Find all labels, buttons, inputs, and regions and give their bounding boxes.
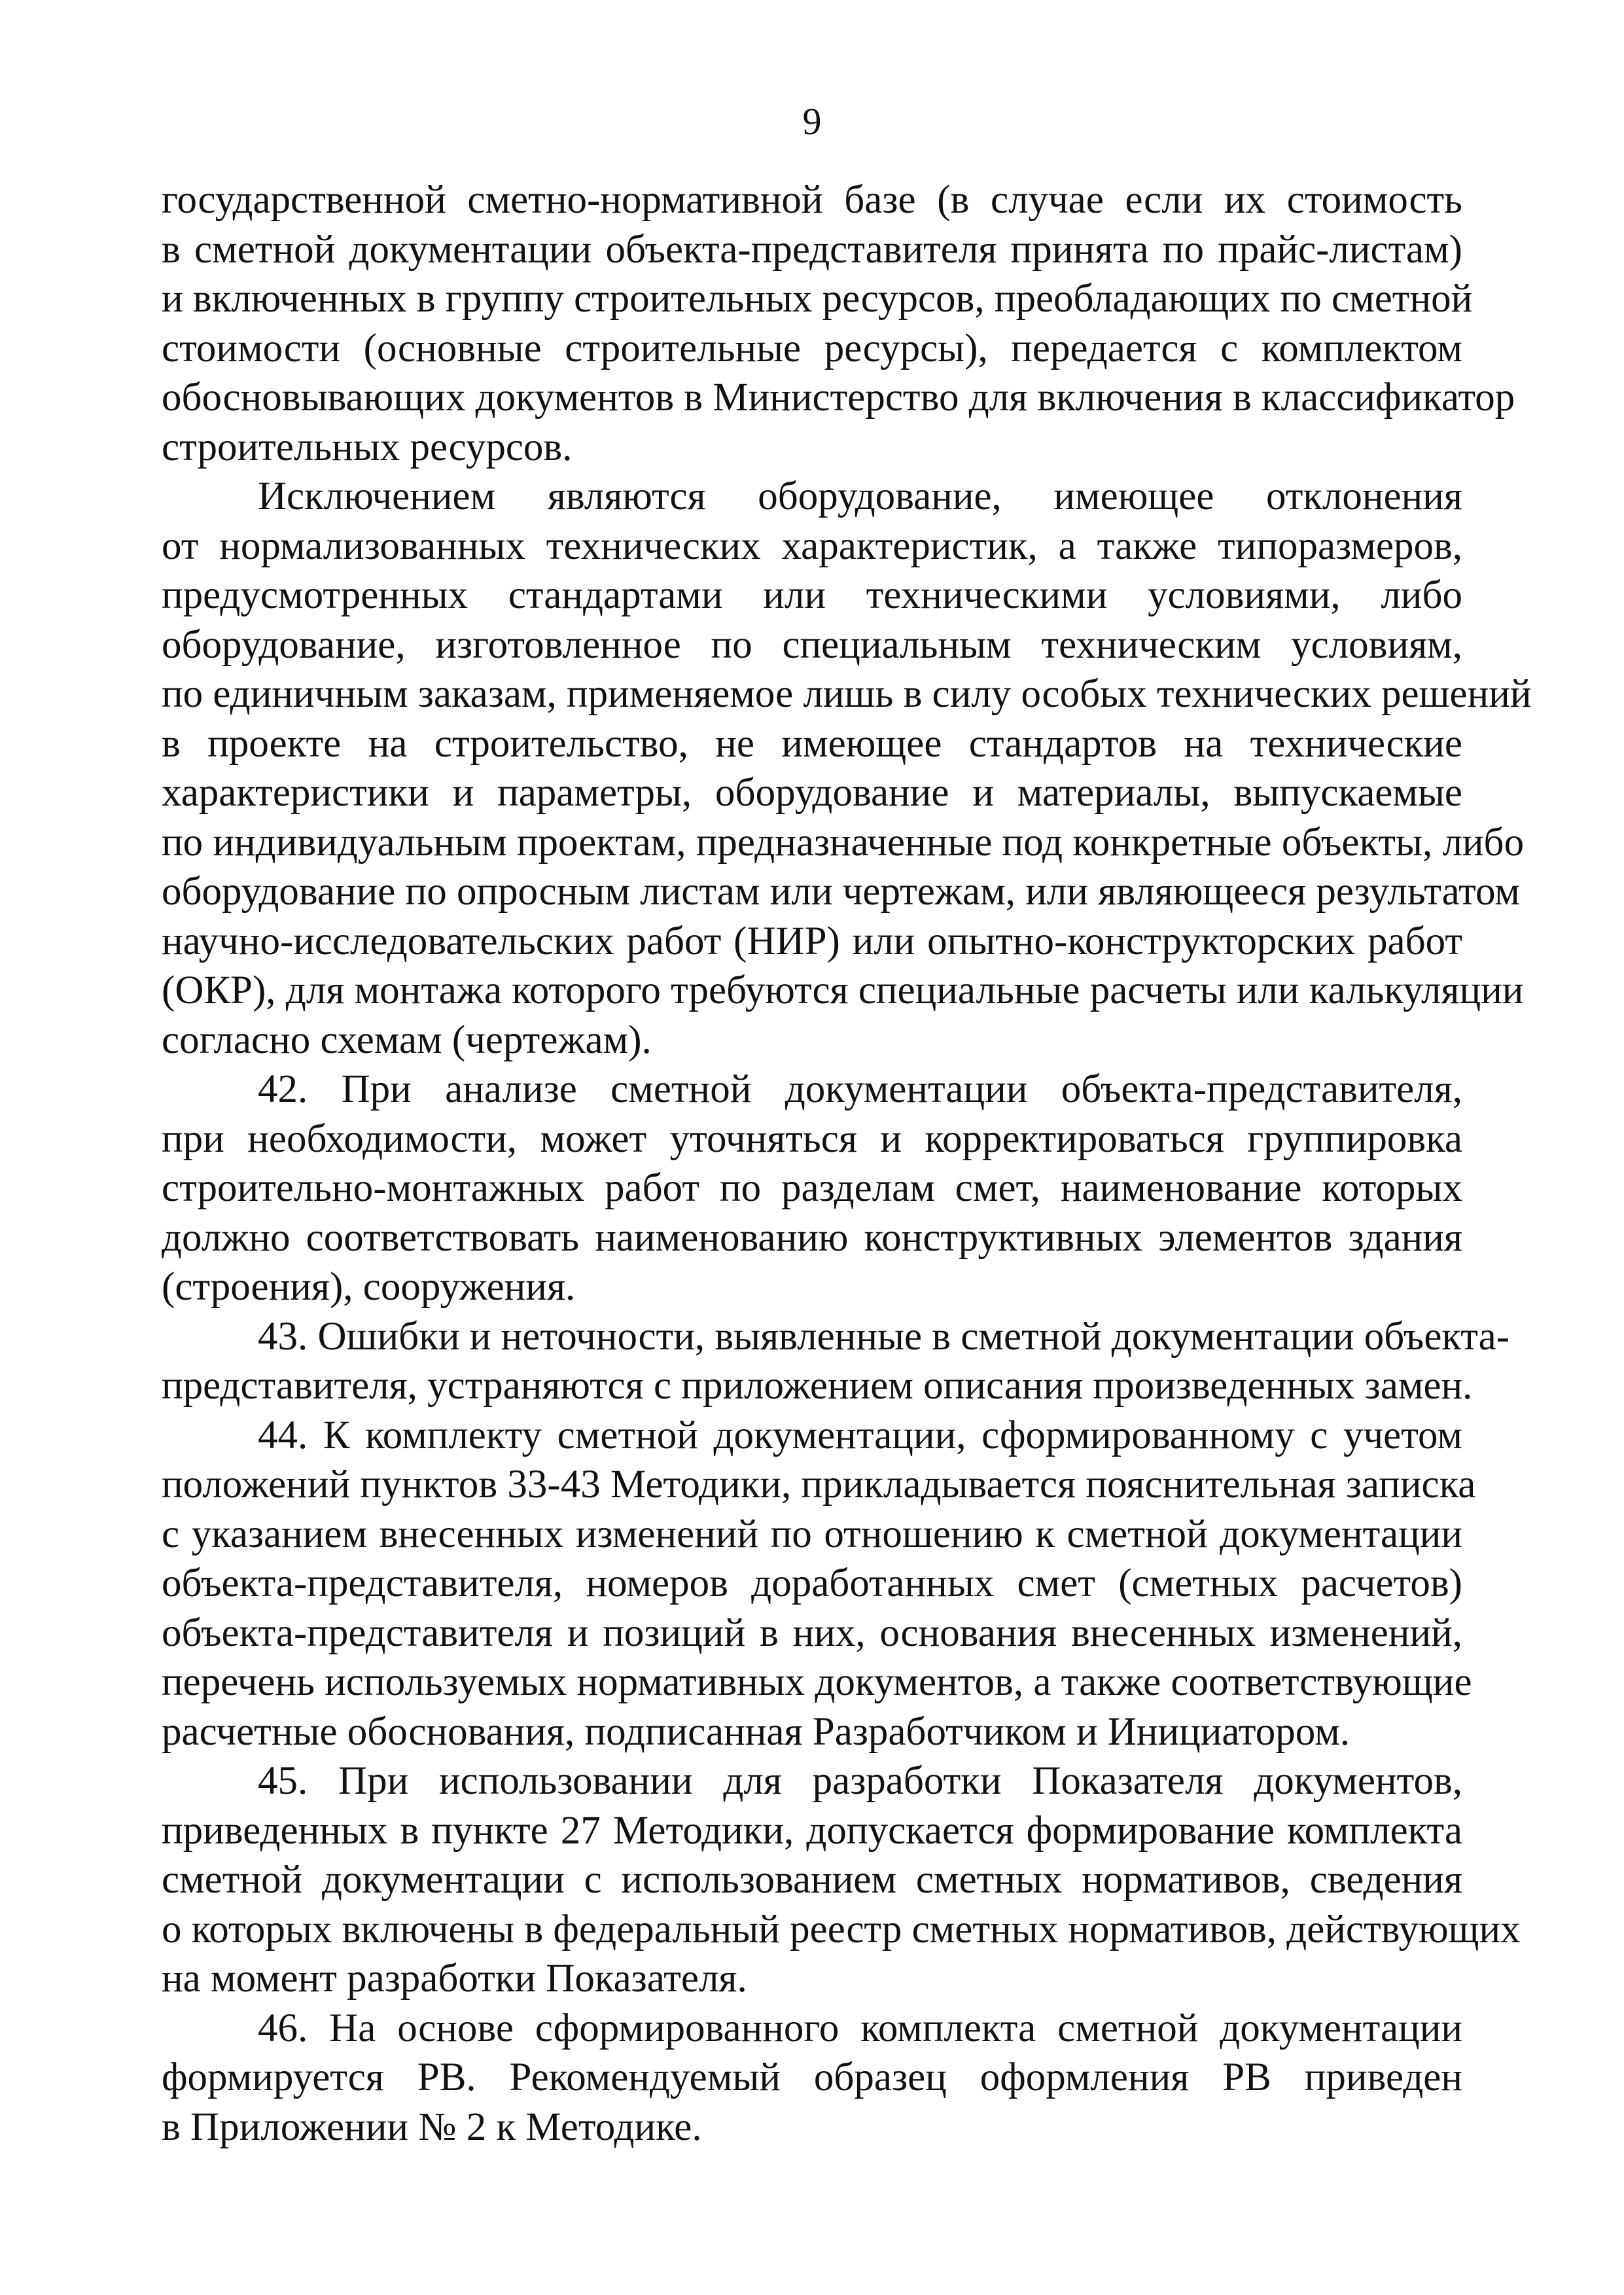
document-body — [162, 175, 1532, 2152]
text-line: о которых включены в федеральный реестр сметных нормативов, действующих — [162, 1907, 1521, 1951]
text-line: при необходимости, может уточняться и корректироваться группировка — [162, 1116, 1462, 1161]
text-line: стоимости (основные строительные ресурсы), передается с комплектом — [162, 326, 1462, 370]
text-line: положений пунктов 33-43 Методики, прикладывается пояснительная записка — [162, 1463, 1476, 1506]
text-line: согласно схемам (чертежам). — [162, 1018, 652, 1062]
text-line: формируется РВ. Рекомендуемый образец оформления РВ приведен — [162, 2055, 1462, 2099]
text-line: 43. Ошибки и неточности, выявленные в сметной документации объекта- — [258, 1314, 1510, 1359]
text-line: (ОКР), для монтажа которого требуются специальные расчеты или калькуляции — [162, 969, 1524, 1012]
text-line: (строения), сооружения. — [162, 1265, 576, 1309]
text-line: сметной документации с использованием сметных нормативов, сведения — [162, 1858, 1462, 1902]
text-line: по единичным заказам, применяемое лишь в силу особых технических решений — [162, 672, 1532, 716]
text-line: от нормализованных технических характеристик, а также типоразмеров, — [162, 524, 1462, 568]
text-line: в Приложении № 2 к Методике. — [162, 2105, 702, 2149]
text-line: 45. При использовании для разработки Показателя документов, — [258, 1759, 1462, 1803]
text-line: приведенных в пункте 27 Методики, допускается формирование комплекта — [162, 1808, 1462, 1853]
text-line: оборудование по опросным листам или чертежам, или являющееся результатом — [162, 870, 1520, 914]
text-line: научно-исследовательских работ (НИР) или опытно-конструкторских работ — [162, 919, 1462, 963]
text-line: 44. К комплекту сметной документации, сформированному с учетом — [258, 1413, 1462, 1457]
text-line: в сметной документации объекта-представителя принята по прайс-листам) — [162, 227, 1462, 272]
page-number: 9 — [802, 100, 822, 143]
text-line: предусмотренных стандартами или техническими условиями, либо — [162, 573, 1462, 617]
text-line: 42. При анализе сметной документации объекта-представителя, — [258, 1067, 1462, 1111]
text-line: характеристики и параметры, оборудование и материалы, выпускаемые — [162, 771, 1462, 815]
text-line: 46. На основе сформированного комплекта сметной документации — [258, 2006, 1462, 2050]
text-line: и включенных в группу строительных ресурсов, преобладающих по сметной — [162, 277, 1473, 321]
text-line: с указанием внесенных изменений по отношению к сметной документации — [162, 1512, 1462, 1556]
text-line: обосновывающих документов в Министерство для включения в классификатор — [162, 376, 1515, 419]
text-line: Исключением являются оборудование, имеющее отклонения — [258, 474, 1462, 518]
text-line: по индивидуальным проектам, предназначенные под конкретные объекты, либо — [162, 820, 1525, 864]
text-line: оборудование, изготовленное по специальным техническим условиям, — [162, 622, 1462, 667]
text-line: на момент разработки Показателя. — [162, 1957, 747, 2001]
text-line: должно соответствовать наименованию конструктивных элементов здания — [162, 1215, 1462, 1260]
text-line: расчетные обоснования, подписанная Разработчиком и Инициатором. — [162, 1709, 1350, 1754]
text-line: строительных ресурсов. — [162, 425, 573, 469]
text-line: в проекте на строительство, не имеющее стандартов на технические — [162, 721, 1462, 766]
text-line: перечень используемых нормативных документов, а также соответствующие — [162, 1660, 1472, 1704]
text-line: объекта-представителя и позиций в них, основания внесенных изменений, — [162, 1610, 1462, 1655]
text-line: объекта-представителя, номеров доработанных смет (сметных расчетов) — [162, 1561, 1462, 1605]
text-line: представителя, устраняются с приложением описания произведенных замен. — [162, 1364, 1473, 1408]
text-line: строительно-монтажных работ по разделам смет, наименование которых — [162, 1166, 1462, 1210]
text-line: государственной сметно-нормативной базе (в случае если их стоимость — [162, 178, 1462, 222]
